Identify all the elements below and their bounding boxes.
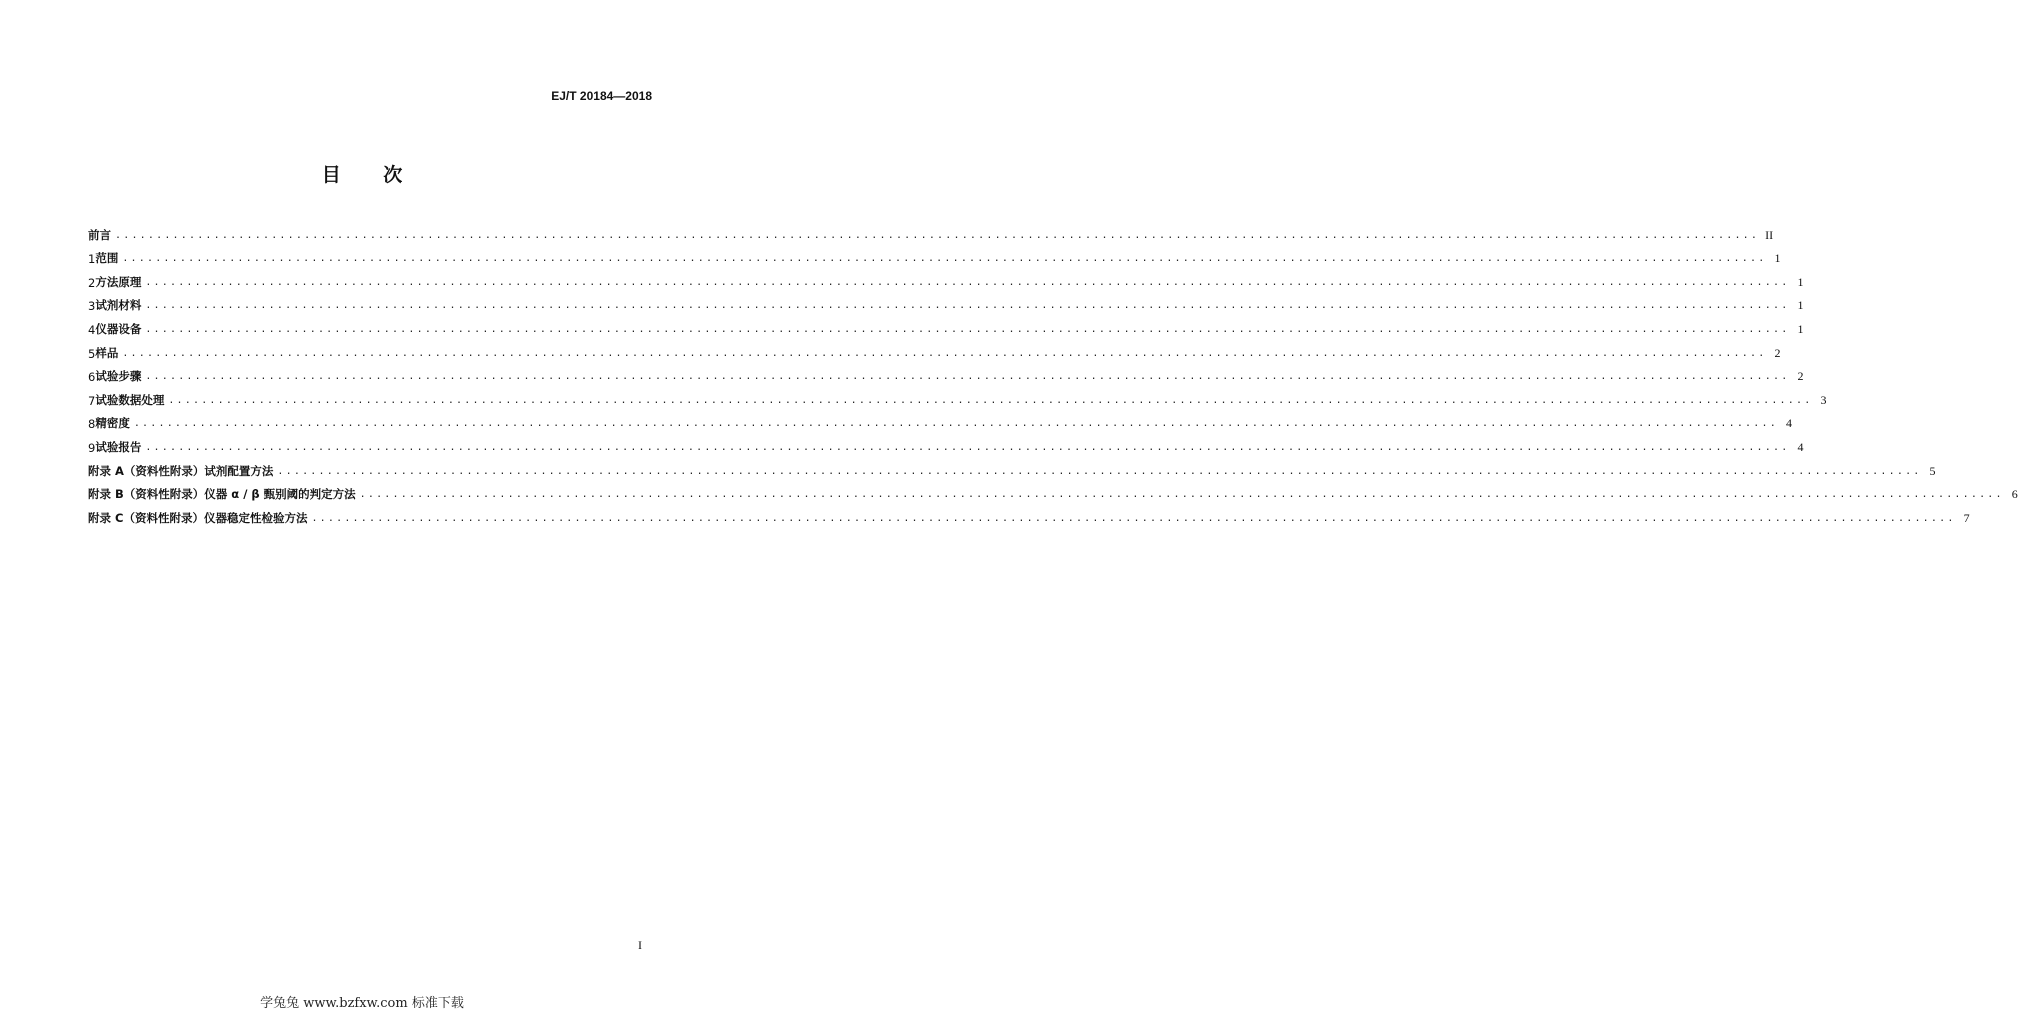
toc-entry[interactable] [88,266,1804,290]
toc-entry[interactable] [88,431,1804,455]
toc-entry-label: 试剂材料 [95,298,142,313]
toc-entry-label: 试验报告 [95,439,142,454]
footer-watermark: 学兔兔 www.bzfxw.com 标准下载 [260,996,464,1011]
toc-entry-label: 试验步骤 [95,369,142,384]
toc-entry[interactable] [88,361,1804,385]
toc-appendix-label: 仪器稳定性检验方法 [203,510,308,525]
toc-entry-page: 4 [1785,416,1792,431]
toc-appendix-label: 试剂配置方法 [204,463,274,478]
toc-entry-page: II [1765,227,1774,242]
toc-leader-dots: ........................................................................................................................................................................................................ [122,347,1767,359]
toc-entry-number: 3 [88,299,96,314]
toc-entry[interactable] [88,408,1792,432]
toc-entry-label: 仪器设备 [95,321,142,336]
standard-code: EJ/T 20184—2018 [551,89,652,103]
toc-entry-page: 1 [1797,274,1804,289]
toc-appendix-label: 仪器 α / β 甄别阈的判定方法 [204,487,356,502]
toc-entry-page: 2 [1797,369,1804,384]
toc-entry-label: 试验数据处理 [95,392,165,407]
toc-leader-dots: ........................................................................................................................................................................................................ [311,512,1956,524]
toc-entry-page: 1 [1797,321,1804,336]
toc-entry-page: 1 [1797,298,1804,313]
toc-entry-page: 2 [1774,345,1781,360]
toc-appendix-page: 5 [1929,463,1936,478]
toc-entry-label: 方法原理 [95,274,142,289]
toc-entry[interactable] [88,219,1774,243]
toc-leader-dots: ........................................................................................................................................................................................................ [359,489,2004,501]
toc-appendix-prefix: 附录 A（资料性附录） [88,463,205,478]
toc-entry[interactable] [88,337,1781,361]
toc-leader-dots: ........................................................................................................................................................................................................ [133,418,1778,430]
toc-entry-number: 4 [88,322,96,337]
toc-leader-dots: ........................................................................................................................................................................................................ [145,371,1790,383]
toc-leader-dots: ........................................................................................................................................................................................................ [277,465,1922,477]
toc-entry-number: 5 [88,346,96,361]
toc-leader-dots: ........................................................................................................................................................................................................ [145,300,1790,312]
toc-leader-dots: ........................................................................................................................................................................................................ [115,229,1760,241]
toc-leader-dots: ........................................................................................................................................................................................................ [122,253,1767,265]
toc-appendix-page: 6 [2011,487,2018,502]
toc-entry-number: 6 [88,370,96,385]
toc-appendix-prefix: 附录 B（资料性附录） [88,487,205,502]
toc-entry-number: 9 [88,440,96,455]
toc-entry-number: 8 [88,417,96,432]
toc-entry-label: 范围 [95,251,119,266]
toc-leader-dots: ........................................................................................................................................................................................................ [145,441,1790,453]
toc-appendix-entry[interactable] [88,479,2018,503]
toc-entry-page: 3 [1820,392,1827,407]
toc-appendix-page: 7 [1963,510,1970,525]
toc-appendix-entry[interactable] [88,502,1970,526]
toc-entry-page: 4 [1797,439,1804,454]
page-number: I [638,938,642,952]
toc-leader-dots: ........................................................................................................................................................................................................ [145,323,1790,335]
toc-appendix-prefix: 附录 C（资料性附录） [88,510,204,525]
toc-entry-page: 1 [1774,251,1781,266]
toc-entry[interactable] [88,384,1827,408]
toc-entry-label: 精密度 [95,416,130,431]
toc-leader-dots: ........................................................................................................................................................................................................ [145,276,1790,288]
toc-entry-number: 7 [88,393,96,408]
toc-title: 目 次 [321,164,421,186]
toc-entry[interactable] [88,290,1804,314]
toc-entry[interactable] [88,313,1804,337]
toc-entry-number: 2 [88,275,96,290]
toc-appendix-entry[interactable] [88,455,1936,479]
table-of-contents [88,219,2018,526]
toc-entry[interactable] [88,243,1781,267]
toc-entry-label: 前言 [88,227,111,242]
toc-leader-dots: ........................................................................................................................................................................................................ [168,394,1813,406]
toc-entry-label: 样品 [95,345,119,360]
toc-entry-number: 1 [88,252,96,267]
